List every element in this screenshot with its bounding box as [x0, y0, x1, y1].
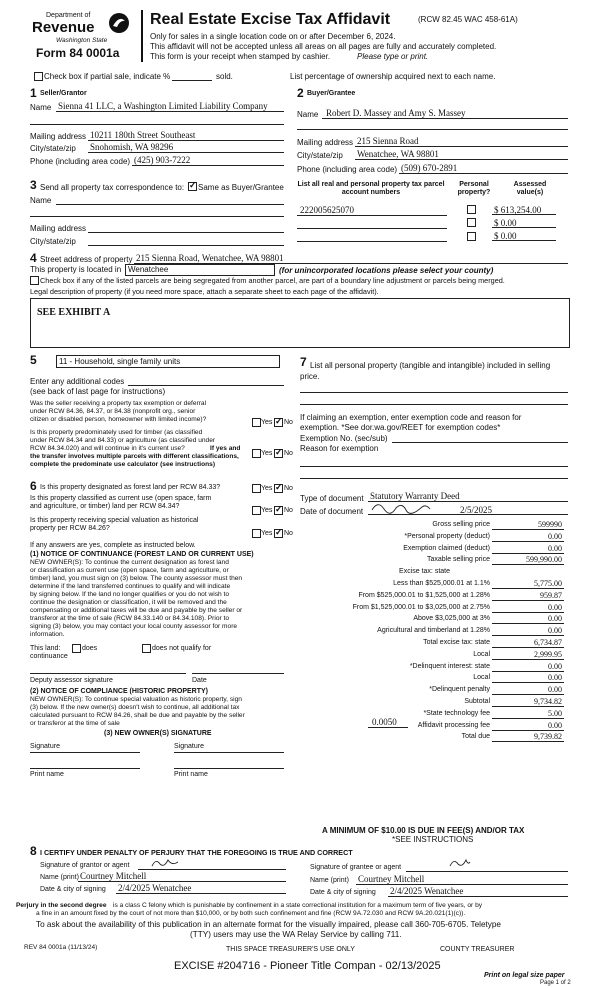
- tax-value-line: [492, 529, 564, 530]
- legal-description: SEE EXHIBIT A: [37, 307, 111, 318]
- doc-type[interactable]: Statutory Warranty Deed: [370, 491, 460, 501]
- perjury-text: is a class C felony which is punishable by confinement in a state correctional institution for a maximum term of five years, or by: [113, 902, 483, 909]
- tax-label-gross-selling-price: Gross selling price: [432, 521, 490, 528]
- perjury-text-2: a fine in an amount fixed by the court of not more than $10,000, or by both such confinement and fine (RCW 9A.72.030 and RCW 9A.20.021(1)(c)).: [36, 910, 466, 917]
- grantor-date-label: Date & city of signing: [40, 886, 106, 893]
- perjury-bold: Perjury in the second degree: [16, 902, 107, 909]
- seller-mail-label: Mailing address: [30, 132, 87, 141]
- tax-label-taxable-selling-price: Taxable selling price: [426, 556, 490, 563]
- grantor-name[interactable]: Courtney Mitchell: [80, 871, 147, 881]
- section-1-number: 1: [30, 86, 37, 100]
- tax-value-line: [492, 635, 564, 636]
- legal-paper-note: Print on legal size paper: [484, 972, 565, 979]
- current-use-yes-label: Yes: [261, 507, 273, 514]
- certify-heading: I CERTIFY UNDER PENALTY OF PERJURY THAT THE FOREGOING IS TRUE AND CORRECT: [40, 848, 353, 857]
- tax-value-subtotal[interactable]: 9,734.82: [534, 697, 562, 706]
- alt-format-request-2: (TTY) users may use the WA Relay Service by calling 711.: [190, 930, 402, 939]
- exemption-text-1: If claiming an exemption, enter exemption code and reason for: [300, 413, 522, 422]
- header-divider: [141, 10, 143, 62]
- buyer-heading: Buyer/Grantee: [307, 90, 356, 97]
- minimum-due-note: A MINIMUM OF $10.00 IS DUE IN FEE(S) AND/OR TAX: [322, 826, 525, 835]
- exemption-text-2: exemption. *See dor.wa.gov/REET for exemption codes*: [300, 423, 501, 432]
- buyer-mail[interactable]: 215 Sienna Road: [357, 136, 419, 146]
- tax-value-total-due[interactable]: 9,739.82: [534, 732, 562, 741]
- page-title: Real Estate Excise Tax Affidavit: [150, 11, 391, 28]
- personal-property-checkbox-2[interactable]: [467, 218, 476, 227]
- personal-property-line-2: [300, 404, 568, 405]
- assessed-value-1[interactable]: $ 613,254.00: [494, 205, 542, 215]
- tax-label-affidavit-processing-fee: Affidavit processing fee: [417, 722, 490, 729]
- grantor-date-line: [116, 893, 286, 894]
- legal-label: Legal description of property (if you need more space, attach a separate sheet to each page of the affidavit).: [30, 287, 379, 296]
- section-2-number: 2: [297, 86, 304, 100]
- tax-value-line: [492, 659, 564, 660]
- exemption-yes-checkbox[interactable]: [252, 418, 261, 427]
- doc-date-signature-scribble: [370, 500, 432, 514]
- deputy-date-label: Date: [192, 677, 207, 684]
- tax-value-delinquent-penalty[interactable]: 0.00: [548, 685, 562, 694]
- grantee-name[interactable]: Courtney Mitchell: [358, 874, 425, 884]
- tax-value-delinquent-interest-state[interactable]: 0.00: [548, 662, 562, 671]
- grantee-name-label: Name (print): [310, 877, 349, 884]
- dept-state: Washington State: [56, 37, 108, 44]
- value-line-2: [492, 227, 556, 228]
- header-line-3: This form is your receipt when stamped by cashier.: [150, 52, 331, 61]
- grantor-name-line: [78, 881, 286, 882]
- doc-date-label: Date of document: [300, 507, 364, 516]
- does-label: does: [82, 645, 98, 652]
- continuance-line: signing (3) below, you may contact your local county assessor for more: [30, 623, 238, 630]
- owner-print-line-2: [174, 768, 284, 769]
- continuance-line: by signing below. If the land no longer qualifies or you do not wish to: [30, 591, 230, 598]
- q-exemption-1: Was the seller receiving a property tax exemption or deferral: [30, 400, 207, 407]
- grantee-signature-label: Signature of grantee or agent: [310, 864, 402, 871]
- historic-question-2: property per RCW 84.26?: [30, 525, 110, 532]
- tax-label-total-excise-tax-state: Total excise tax: state: [423, 639, 490, 646]
- tax-label-personal-property-deduct: *Personal property (deduct): [404, 533, 490, 540]
- dept-name: Revenue: [32, 19, 95, 36]
- forest-yes-label: Yes: [261, 485, 273, 492]
- tax-value-gross-selling-price[interactable]: 599990: [538, 520, 562, 529]
- exemption-no-label: No: [284, 419, 293, 426]
- tax-value-local[interactable]: 0.00: [548, 673, 562, 682]
- owner-signature-label-2: Signature: [174, 743, 204, 750]
- doc-type-label: Type of document: [300, 494, 364, 503]
- tax-value-line: [492, 564, 564, 565]
- exemption-no-checkbox[interactable]: [274, 418, 283, 427]
- forest-no-label: No: [284, 485, 293, 492]
- buyer-city-line: [355, 159, 568, 160]
- street-label: Street address of property: [40, 255, 133, 264]
- q-timber-2: under RCW 84.34 and 84.33) or agriculture (as classified under: [30, 437, 216, 444]
- corr-name-line-2: [30, 216, 284, 217]
- parcel-header-2: Personal property?: [457, 181, 491, 196]
- tax-label-local: Local: [473, 651, 490, 658]
- personal-property-line-1: [300, 392, 568, 393]
- dept-top: Department of: [46, 12, 91, 19]
- buyer-mail-line: [355, 146, 568, 147]
- same-as-buyer-label: Same as Buyer/Grantee: [198, 183, 284, 192]
- located-label: This property is located in: [30, 265, 122, 274]
- exemption-no-line: [392, 442, 568, 443]
- parcel-line-2: [297, 228, 447, 229]
- tax-label-subtotal: Subtotal: [464, 698, 490, 705]
- corr-mail-line: [88, 232, 284, 233]
- q-timber-3b: If yes and: [210, 445, 241, 452]
- rev-number: REV 84 0001a (11/13/24): [24, 944, 98, 951]
- grantor-date[interactable]: 2/4/2025 Wenatchee: [118, 883, 192, 893]
- grantee-date-label: Date & city of signing: [310, 889, 376, 896]
- forest-question: Is this property designated as forest land per RCW 84.33?: [40, 484, 221, 491]
- tax-label-from-525-000-01-to-1-525-000-at-1-28: From $525,000.01 to $1,525,000 at 1.28%: [358, 592, 490, 599]
- deputy-date-line: [192, 673, 284, 674]
- deputy-signature-line: [30, 673, 186, 674]
- addl-codes-label: Enter any additional codes: [30, 377, 125, 386]
- does-not-checkbox[interactable]: [142, 644, 151, 653]
- tax-value-from-1-525-000-01-to-3-025-000-at-2-75[interactable]: 0.00: [548, 603, 562, 612]
- owner-signature-label-1: Signature: [30, 743, 60, 750]
- exemption-reason-label: Reason for exemption: [300, 444, 379, 453]
- section-6-number: 6: [30, 479, 37, 493]
- partial-sold: sold.: [216, 72, 233, 81]
- owner-print-label-1: Print name: [30, 771, 64, 778]
- grantor-signature-label: Signature of grantor or agent: [40, 862, 130, 869]
- current-use-no-checkbox[interactable]: [274, 506, 283, 515]
- buyer-phone-line: [399, 173, 568, 174]
- owner-print-label-2: Print name: [174, 771, 208, 778]
- addl-codes-line: [128, 385, 284, 386]
- continuance-heading: (1) NOTICE OF CONTINUANCE (FOREST LAND OR CURRENT USE): [30, 551, 254, 558]
- tax-label-exemption-claimed-deduct: Exemption claimed (deduct): [403, 545, 490, 552]
- partial-sale-label: Check box if partial sale, indicate %: [44, 72, 171, 81]
- historic-yes-checkbox[interactable]: [252, 529, 261, 538]
- grantor-signature-scribble: [150, 856, 180, 870]
- personal-property-text-1: List all personal property (tangible and intangible) included in selling: [310, 361, 551, 370]
- historic-yes-label: Yes: [261, 530, 273, 537]
- corr-name-label: Name: [30, 196, 52, 205]
- q-exemption-3: citizen or disabled person, homeowner with limited income)?: [30, 416, 207, 423]
- tax-value-line: [492, 706, 564, 707]
- doc-date-line: [368, 514, 568, 515]
- tax-value-line: [492, 741, 564, 742]
- continuance-line: compensating or additional taxes will be due and payable by the seller or: [30, 607, 243, 614]
- q-timber-5: complete the predominate use calculator (see instructions): [30, 461, 216, 468]
- county-note: (for unincorporated locations please select your county): [279, 266, 494, 275]
- tax-value-affidavit-processing-fee[interactable]: 0.00: [548, 721, 562, 730]
- q-timber-3: RCW 84.34.020) and will continue in it's current use?: [30, 445, 185, 452]
- grantee-date[interactable]: 2/4/2025 Wenatchee: [390, 886, 464, 896]
- buyer-phone[interactable]: (509) 670-2891: [401, 163, 458, 173]
- does-checkbox[interactable]: [72, 644, 81, 653]
- ownership-note: List percentage of ownership acquired next to each name.: [290, 72, 496, 81]
- buyer-city-label: City/state/zip: [297, 151, 343, 160]
- tax-value-line: [492, 694, 564, 695]
- tax-value-agricultural-and-timberland-at-1-28[interactable]: 0.00: [548, 626, 562, 635]
- alt-format-request: To ask about the availability of this publication in an alternate format for the visually impaired, please call 360-705-6705. Teletype: [36, 920, 501, 929]
- seller-city-line: [88, 152, 284, 153]
- buyer-phone-label: Phone (including area code): [297, 165, 398, 174]
- section-4-number: 4: [30, 251, 37, 265]
- tax-label-local: Local: [473, 674, 490, 681]
- continuance-line: timber) land, you must sign on (3) below. The county assessor must then: [30, 575, 243, 582]
- seller-name-label: Name: [30, 103, 52, 112]
- buyer-name[interactable]: Robert D. Massey and Amy S. Massey: [326, 108, 466, 118]
- buyer-name-label: Name: [297, 110, 319, 119]
- seller-name[interactable]: Sienna 41 LLC, a Washington Limited Liability Company: [58, 101, 268, 111]
- historic-no-checkbox[interactable]: [274, 529, 283, 538]
- buyer-mail-label: Mailing address: [297, 138, 354, 147]
- partial-percent-line: [172, 80, 212, 81]
- current-use-no-label: No: [284, 507, 293, 514]
- grantor-signature-line: [138, 869, 286, 870]
- excise-stamp: EXCISE #204716 - Pioneer Title Compan - 02/13/2025: [174, 960, 441, 972]
- street-address[interactable]: 215 Sienna Road, Wenatchee, WA 98801: [136, 253, 284, 263]
- timber-yes-checkbox[interactable]: [252, 449, 261, 458]
- q-timber-1: Is this property predominately used for timber (as classified: [30, 429, 203, 436]
- parcel-number[interactable]: 222005625070: [300, 205, 354, 215]
- owner-print-line-1: [30, 768, 140, 769]
- tax-value-exemption-claimed-deduct[interactable]: 0.00: [548, 544, 562, 553]
- compliance-line: NEW OWNER(S): To continue special valuation as historic property, sign: [30, 696, 242, 703]
- exemption-reason-line-2: [300, 478, 568, 479]
- addl-codes-note: (see back of last page for instructions): [30, 387, 166, 396]
- parcel-line-1: [297, 215, 447, 216]
- local-rate[interactable]: 0.0050: [372, 717, 397, 727]
- owner-signature-line-1: [30, 752, 140, 753]
- historic-question-1: Is this property receiving special valuation as historical: [30, 517, 199, 524]
- local-rate-line: [368, 727, 408, 728]
- seller-phone-line: [132, 165, 284, 166]
- land-use-code-select[interactable]: [56, 355, 280, 368]
- seller-name-line: [56, 111, 284, 112]
- compliance-heading: (2) NOTICE OF COMPLIANCE (HISTORIC PROPERTY): [30, 688, 208, 695]
- buyer-name-line-2: [297, 129, 568, 130]
- exemption-yes-label: Yes: [261, 419, 273, 426]
- assessed-value-3[interactable]: $ 0.00: [494, 231, 517, 241]
- personal-property-text-2: price.: [300, 372, 320, 381]
- tax-value-line: [492, 553, 564, 554]
- segregated-label: Check box if any of the listed parcels are being segregated from another parcel, are part of a boundary line adjustment or parcels being merged.: [40, 276, 505, 285]
- exemption-reason-line: [300, 466, 568, 467]
- grantor-name-label: Name (print): [40, 874, 79, 881]
- section-7-number: 7: [300, 355, 307, 369]
- continuance-line: NEW OWNER(S): To continue the current designation as forest land: [30, 559, 229, 566]
- tax-label-delinquent-interest-state: *Delinquent interest: state: [409, 663, 490, 670]
- continuance-line: information.: [30, 631, 65, 638]
- tax-value-line: [492, 623, 564, 624]
- grantee-signature-scribble: [448, 856, 472, 870]
- deputy-signature-label: Deputy assessor signature: [30, 677, 113, 684]
- tax-value-personal-property-deduct[interactable]: 0.00: [548, 532, 562, 541]
- see-instructions: *SEE INSTRUCTIONS: [392, 835, 474, 844]
- value-line-3: [492, 240, 556, 241]
- continuance-word: continuance: [30, 653, 68, 660]
- page-number: Page 1 of 2: [540, 980, 571, 986]
- continuance-line: determine if the land transferred continues to qualify and will indicate: [30, 583, 231, 590]
- tax-value-line: [492, 600, 564, 601]
- land-use-code: 11 - Household, single family units: [59, 357, 181, 366]
- compliance-line: (3) below. If the new owner(s) doesn't wish to continue, all additional tax: [30, 704, 240, 711]
- tax-value-taxable-selling-price[interactable]: 599,990.00: [526, 555, 562, 564]
- tax-value-line: [492, 730, 564, 731]
- seller-phone[interactable]: (425) 903-7222: [134, 155, 191, 165]
- county-select[interactable]: [125, 264, 275, 276]
- seller-mail-line: [88, 140, 284, 141]
- buyer-city[interactable]: Wenatchee, WA 98801: [357, 149, 439, 159]
- this-land-label: This land:: [30, 645, 61, 652]
- current-use-yes-checkbox[interactable]: [252, 506, 261, 515]
- q-timber-4: the transfer involves multiple parcels with different classifications,: [30, 453, 239, 460]
- treasurer-use: THIS SPACE TREASURER'S USE ONLY: [226, 946, 355, 953]
- header-line-2: This affidavit will not be accepted unless all areas on all pages are fully and accurately completed.: [150, 42, 497, 51]
- section-5-number: 5: [30, 353, 37, 367]
- current-use-question-2: and agriculture, or timber) land per RCW 84.34?: [30, 503, 180, 510]
- owner-signature-line-2: [174, 752, 284, 753]
- section-8-number: 8: [30, 844, 37, 858]
- tax-value-line: [492, 647, 564, 648]
- exemption-no-label: Exemption No. (sec/sub): [300, 434, 388, 443]
- tax-value-line: [492, 718, 564, 719]
- assessed-value-2[interactable]: $ 0.00: [494, 218, 517, 228]
- tax-value-from-525-000-01-to-1-525-000-at-1-28[interactable]: 959.87: [540, 591, 562, 600]
- tax-label-agricultural-and-timberland-at-1-28: Agricultural and timberland at 1.28%: [377, 627, 490, 634]
- legal-description-box[interactable]: [30, 298, 570, 348]
- seller-mail[interactable]: 10211 180th Street Southeast: [90, 130, 196, 140]
- tax-label-delinquent-penalty: *Delinquent penalty: [429, 686, 490, 693]
- forest-yes-checkbox[interactable]: [252, 484, 261, 493]
- header-line-1: Only for sales in a single location code on or after December 6, 2024.: [150, 32, 396, 41]
- parcel-header-1: List all real and personal property tax parcel account numbers: [297, 181, 445, 196]
- tax-value-above-3-025-000-at-3[interactable]: 0.00: [548, 614, 562, 623]
- buyer-name-line: [322, 118, 568, 119]
- timber-yes-label: Yes: [261, 450, 273, 457]
- form-number: Form 84 0001a: [36, 46, 120, 60]
- seller-name-line-2: [30, 124, 284, 125]
- tax-value-local[interactable]: 2,999.95: [534, 650, 562, 659]
- personal-property-checkbox-1[interactable]: [467, 205, 476, 214]
- corr-name-line: [56, 204, 284, 205]
- seller-city-label: City/state/zip: [30, 144, 76, 153]
- continuance-line: or classification as current use (open space, farm and agriculture, or: [30, 567, 229, 574]
- tax-value-line: [492, 682, 564, 683]
- doc-date[interactable]: 2/5/2025: [460, 505, 493, 515]
- county-value: Wenatchee: [128, 265, 169, 274]
- tax-label-excise-tax-state: Excise tax: state: [399, 568, 450, 575]
- continuance-line: continue the designation or classification, it will be removed and the: [30, 599, 227, 606]
- grantee-date-line: [388, 896, 568, 897]
- tax-label-state-technology-fee: *State technology fee: [423, 710, 490, 717]
- if-yes-note: If any answers are yes, complete as instructed below.: [30, 542, 196, 549]
- tax-value-line: [492, 671, 564, 672]
- tax-label-from-1-525-000-01-to-3-025-000-at-2-75: From $1,525,000.01 to $3,025,000 at 2.75%: [352, 604, 490, 611]
- current-use-question-1: Is this property classified as current use (open space, farm: [30, 495, 212, 502]
- timber-no-checkbox[interactable]: [274, 449, 283, 458]
- corr-mail-label: Mailing address: [30, 224, 87, 233]
- tax-label-above-3-025-000-at-3: Above $3,025,000 at 3%: [413, 615, 490, 622]
- corr-label: Send all property tax correspondence to:: [40, 183, 185, 192]
- seller-heading: Seller/Grantor: [40, 90, 87, 97]
- parcel-header-3: Assessed value(s): [513, 181, 547, 196]
- tax-value-less-than-525-000-01-at-1-1[interactable]: 5,775.00: [534, 579, 562, 588]
- corr-city-line: [88, 245, 284, 246]
- timber-no-label: No: [284, 450, 293, 457]
- section-3-number: 3: [30, 178, 37, 192]
- grantee-signature-line: [406, 871, 568, 872]
- does-not-label: does not qualify for: [152, 645, 212, 652]
- county-treasurer: COUNTY TREASURER: [440, 946, 515, 953]
- grantee-name-line: [356, 884, 568, 885]
- compliance-line: or transferor at the time of sale: [30, 720, 120, 727]
- title-rcw: (RCW 82.45 WAC 458-61A): [418, 15, 518, 24]
- corr-city-label: City/state/zip: [30, 237, 76, 246]
- seller-city[interactable]: Snohomish, WA 98296: [90, 142, 174, 152]
- historic-no-label: No: [284, 530, 293, 537]
- tax-label-less-than-525-000-01-at-1-1: Less than $525,000.01 at 1.1%: [393, 580, 490, 587]
- compliance-line: calculated pursuant to RCW 84.26, shall be due and payable by the seller: [30, 712, 245, 719]
- value-line-1: [492, 214, 556, 215]
- continuance-line: transferor at the time of sale (RCW 84.33.140 or 84.34.108). Prior to: [30, 615, 230, 622]
- revenue-swirl-icon: [108, 12, 130, 34]
- header-line-3b: Please type or print.: [357, 52, 429, 61]
- q-exemption-2: under RCW 84.36, 84.37, or 84.38 (nonprofit org., senior: [30, 408, 196, 415]
- tax-label-total-due: Total due: [461, 733, 490, 740]
- forest-no-checkbox[interactable]: [274, 484, 283, 493]
- tax-value-state-technology-fee[interactable]: 5.00: [548, 709, 562, 718]
- seller-phone-label: Phone (including area code): [30, 157, 131, 166]
- tax-value-total-excise-tax-state[interactable]: 6,734.87: [534, 638, 562, 647]
- same-as-buyer-checkbox[interactable]: [188, 182, 197, 191]
- partial-sale-checkbox[interactable]: [34, 72, 43, 81]
- tax-value-line: [492, 541, 564, 542]
- personal-property-checkbox-3[interactable]: [467, 232, 476, 241]
- new-owner-signature-heading: (3) NEW OWNER(S) SIGNATURE: [104, 730, 212, 737]
- tax-value-line: [492, 588, 564, 589]
- parcel-line-3: [297, 241, 447, 242]
- tax-value-line: [492, 612, 564, 613]
- segregated-checkbox[interactable]: [30, 276, 39, 285]
